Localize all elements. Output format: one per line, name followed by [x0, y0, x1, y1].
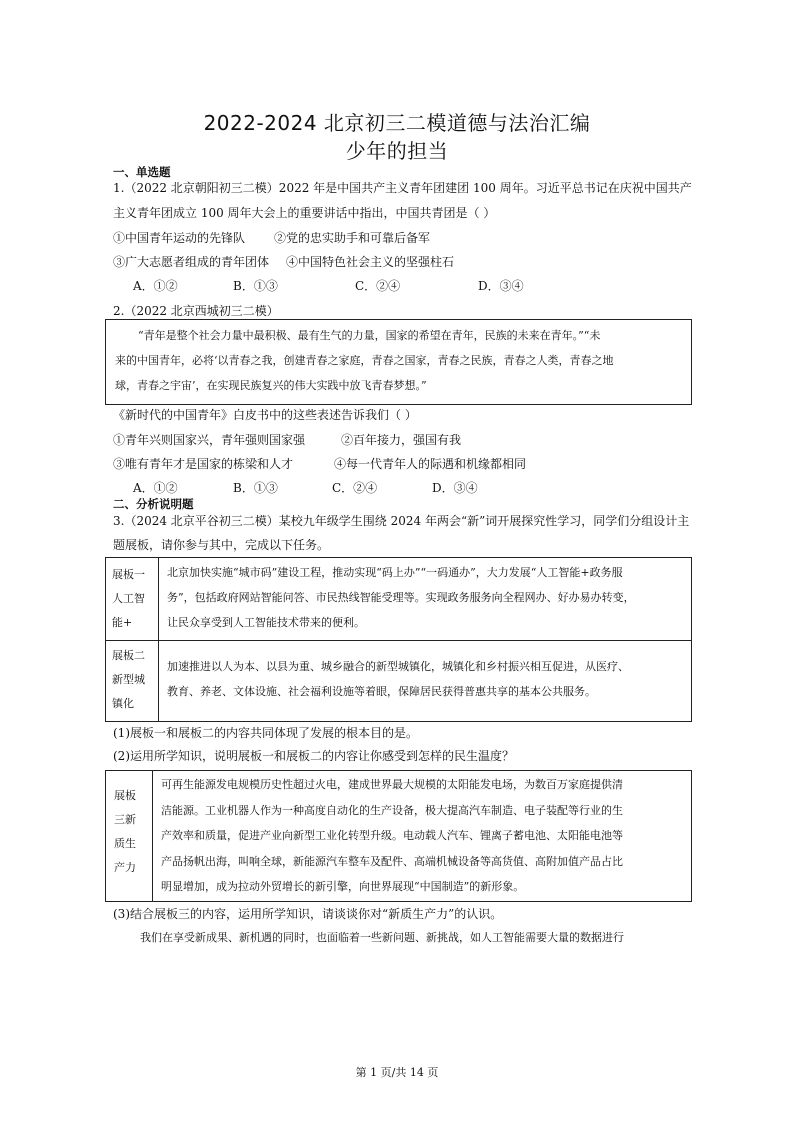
panel3-text-line2: 洁能源。工业机器人作为一种高度自动化的生产设备，极大提高汽车制造、电子装配等行业的生 [161, 803, 623, 817]
panel3-text-line5: 明显增加，成为拉动外贸增长的新引擎，向世界展现“中国制造”的新形象。 [161, 880, 525, 893]
q3-sub-question-2: (2)运用所学知识，说明展板一和展板二的内容让你感受到怎样的民生温度？ [113, 749, 515, 763]
q2-question: 《新时代的中国青年》白皮书中的这些表述告诉我们（ ） [113, 408, 417, 422]
q2-quote-line3: 球，青春之宇宙’，在实现民族复兴的伟大实践中放飞青春梦想。” [115, 379, 427, 392]
q3-panel-table [105, 557, 692, 722]
q2-quote-box [105, 319, 692, 405]
q3-sub-question-1: (1)展板一和展板二的内容共同体现了发展的根本目的是。 [113, 726, 419, 740]
panel1-text-line3: 让民众享受到人工智能技术带来的便利。 [167, 616, 365, 629]
q1-item-3: ③广大志愿者组成的青年团体 [113, 255, 270, 269]
page-title: 2022-2024 北京初三二模道德与法治汇编 [203, 111, 591, 135]
section-heading-analysis: 二、分析说明题 [113, 497, 194, 511]
panel1-label [106, 558, 159, 640]
panel3-text-line1: 可再生能源发电规模历史性超过火电，建成世界最大规模的太阳能发电场，为数百万家庭提供清 [161, 778, 623, 791]
q2-quote-line1: “青年是整个社会力量中最积极、最有生气的力量，国家的希望在青年，民族的未来在青年。”“未 [138, 329, 601, 342]
q1-option-b[interactable]: B．①③ [233, 279, 278, 293]
panel1-label-line1: 展板一 [112, 568, 145, 581]
panel2-text-line1: 加速推进以人为本、以县为重、城乡融合的新型城镇化，城镇化和乡村振兴相互促进，从医疗、 [167, 660, 629, 673]
panel2-content [159, 654, 689, 704]
q3-stem-line1: 3.（2024 北京平谷初三二模）某校九年级学生围绕 2024 年两会“新”词开展探究性学习，同学们分组设计主 [113, 514, 690, 528]
q2-option-b[interactable]: B．①③ [233, 481, 278, 495]
q2-option-a[interactable]: A．①② [133, 481, 178, 495]
panel3-label-line4: 产力 [114, 861, 136, 874]
q2-item-1: ①青年兴则国家兴，青年强则国家强 [113, 433, 306, 447]
q3-sub-question-3: (3)结合展板三的内容，运用所学知识，请谈谈你对“新质生产力”的认识。 [113, 907, 503, 921]
q1-stem-line2: 主义青年团成立 100 周年大会上的重要讲话中指出，中国共青团是（ ） [113, 206, 496, 220]
panel2-text-line2: 教育、养老、文体设施、社会福利设施等着眼，保障居民获得普惠共享的基本公共服务。 [167, 685, 596, 698]
panel-divider [106, 640, 691, 641]
panel3-text-line4: 产品扬帆出海，叫响全球，新能源汽车整车及配件、高端机械设备等高货值、高附加值产品占比 [161, 854, 623, 868]
q3-stem-line2: 题展板，请你参与其中，完成以下任务。 [113, 538, 330, 552]
panel3-label [106, 771, 153, 901]
q1-item-4: ④中国特色社会主义的坚强柱石 [286, 255, 455, 269]
panel3-label-line2: 三新 [114, 813, 136, 826]
q2-item-3: ③唯有青年才是国家的栋梁和人才 [113, 457, 294, 471]
panel3-label-line1: 展板 [114, 789, 136, 802]
q2-item-4: ④每一代青年人的际遇和机缘都相同 [334, 457, 527, 471]
q1-option-d[interactable]: D．③④ [478, 279, 524, 293]
page-subtitle: 少年的担当 [345, 139, 449, 163]
q1-item-1: ①中国青年运动的先锋队 [113, 231, 246, 245]
panel3-text-line3: 产效率和质量，促进产业向新型工业化转型升级。电动载人汽车、锂离子蓄电池、太阳能电池等 [161, 829, 623, 842]
q1-option-c[interactable]: C．②④ [355, 279, 401, 293]
q2-option-c[interactable]: C．②④ [332, 481, 378, 495]
panel3-label-line3: 质生 [114, 837, 136, 850]
q3-tail-paragraph: 我们在享受新成果、新机遇的同时，也面临着一些新问题、新挑战，如人工智能需要大量的数据进行 [140, 931, 624, 944]
q1-option-a[interactable]: A．①② [133, 279, 178, 293]
panel1-label-line3: 能+ [112, 616, 133, 629]
panel1-text-line1: 北京加快实施“城市码”建设工程，推动实现“码上办”“一码通办”，大力发展“人工智能+政务服 [167, 566, 623, 579]
panel2-label [106, 641, 159, 721]
panel1-label-line2: 人工智 [112, 592, 145, 605]
panel3-content [153, 772, 691, 900]
panel2-label-line2: 新型城 [112, 673, 145, 686]
panel1-content [159, 560, 689, 635]
q1-stem-line1: 1.（2022 北京朝阳初三二模）2022 年是中国共产主义青年团建团 100 周年。习近平总书记在庆祝中国共产 [113, 181, 692, 195]
q2-stem: 2.（2022 北京西城初三二模） [113, 304, 279, 318]
section-heading-single-choice: 一、单选题 [113, 165, 171, 179]
q3-panel3-box [105, 770, 692, 902]
q2-quote-line2: 来的中国青年，必将‘以青春之我，创建青春之家庭，青春之国家，青春之民族，青春之人类，青春之地 [115, 354, 614, 367]
q1-item-2: ②党的忠实助手和可靠后备军 [274, 231, 431, 245]
panel2-label-line3: 镇化 [112, 697, 134, 710]
panel1-text-line2: 务”，包括政府网站智能问答、市民热线智能受理等。实现政务服务向全程网办、好办易办转变， [167, 591, 635, 604]
q2-option-d[interactable]: D．③④ [432, 481, 478, 495]
panel2-label-line1: 展板二 [112, 649, 145, 662]
q2-item-2: ②百年接力，强国有我 [341, 433, 462, 447]
page-footer: 第 1 页/共 14 页 [355, 1066, 439, 1079]
